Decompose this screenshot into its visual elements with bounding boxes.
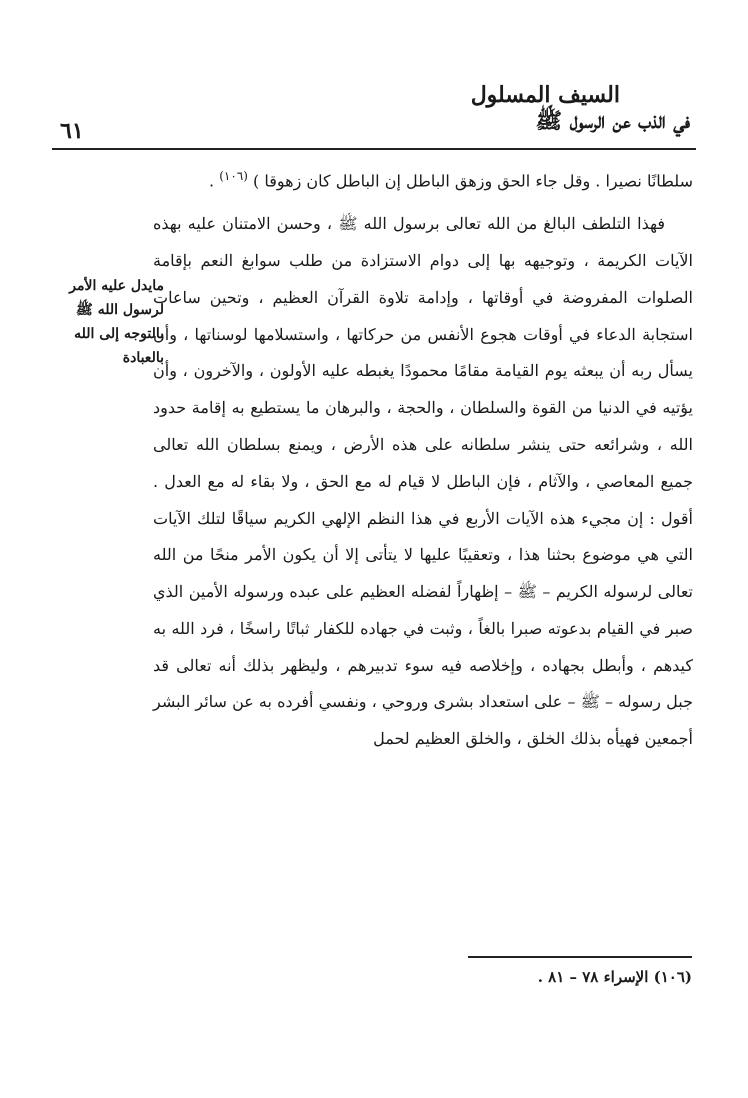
- paragraph-continuation: [153, 158, 693, 200]
- footnote-reference: (١٠٦): [219, 169, 248, 183]
- header-title-line2: في الذب عن الرسول ﷺ: [535, 108, 690, 134]
- header-divider: [52, 148, 696, 150]
- paragraph-1-end: .: [209, 171, 220, 191]
- margin-note: مايدل عليه الأمر لرسول الله ﷺ بالتوجه إلى الله بالعبادة: [69, 278, 164, 366]
- header-title-line1: السيف المسلول: [470, 82, 620, 108]
- footnote-divider: [468, 956, 692, 958]
- page-number: ٦١: [60, 118, 84, 144]
- paragraph-2: فهذا التلطف البالغ من الله تعالى برسول الله ﷺ ، وحسن الامتنان عليه بهذه الآيات الكريمة ، وتوجيهه بها إلى دوام الاستزادة من طلب سوابغ النعم بإقامة الصلوات المفروضة في أوقاتها ، وإدامة تلاوة القرآن العظيم ، وتحين ساعات استجابة الدعاء في أوقات هجوع الأنفس من حركاتها ، واستسلامها لوسناتها ، وأن يسأل ربه أن يبعثه يوم القيامة مقامًا محمودًا يغبطه عليه الأولون ، والآخرون ، وأن يؤتيه في الدنيا من القوة والسلطان ، والحجة ، والبرهان ما يستطيع به إقامة حدود الله ، وشرائعه حتى ينشر سلطانه على هذه الأرض ، ويمنع بسلطان الله تعالى جميع المعاصي ، والآثام ، فإن الباطل لا قيام له مع الحق ، ولا بقاء له مع العدل . أقول : إن مجيء هذه الآيات الأربع في هذا النظم الإلهي الكريم سياقًا لتلك الآيات التي هي موضوع بحثنا هذا ، وتعقيبًا عليها لا يتأتى إلا أن يكون الأمر منحًا من الله تعالى لرسوله الكريم – ﷺ – إظهاراً لفضله العظيم على عبده ورسوله الأمين الذي صبر في القيام بدعوته صبرا بالغاً ، وثبت في جهاده للكفار ثباتًا راسخًا ، فرد الله به كيدهم ، وأبطل بجهاده ، وإخلاصه فيه سوء تدبيرهم ، وليظهر بذلك أنه تعالى قد جبل رسوله – ﷺ – على استعداد بشرى وروحي ، ونفسي أفرده به عن سائر البشر أجمعين فهيأه بذلك الخلق ، والخلق العظيم لحمل: [153, 214, 693, 749]
- paragraph-1-text: سلطانًا نصيرا . وقل جاء الحق وزهق الباطل إن الباطل كان زهوقا ): [253, 171, 693, 191]
- running-header-title: [270, 82, 690, 134]
- footnote-text: (١٠٦) الإسراء ٧٨ – ٨١ .: [537, 968, 692, 986]
- main-text-column: [153, 158, 693, 758]
